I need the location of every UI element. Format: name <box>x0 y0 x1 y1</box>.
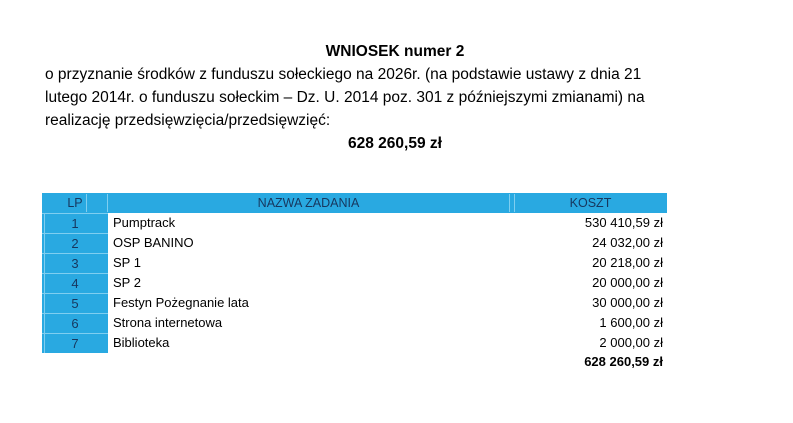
row-cost: 20 000,00 zł <box>512 273 667 293</box>
row-name: Pumptrack <box>108 213 512 233</box>
row-cost: 2 000,00 zł <box>512 333 667 353</box>
row-name: Strona internetowa <box>108 313 512 333</box>
row-cost: 1 600,00 zł <box>512 313 667 333</box>
row-lp: 1 <box>42 213 108 233</box>
table-row <box>42 273 667 293</box>
document-title: WNIOSEK numer 2 <box>325 43 465 60</box>
document-header-text <box>45 40 745 155</box>
row-cost: 30 000,00 zł <box>512 293 667 313</box>
table-total-amount: 628 260,59 zł <box>584 354 663 369</box>
table-header-row <box>42 193 667 213</box>
document-paragraph-line: o przyznanie środków z funduszu sołeckiego na 2026r. (na podstawie ustawy z dnia 21 <box>45 66 642 83</box>
row-lp: 5 <box>42 293 108 313</box>
column-header-cost: KOSZT <box>569 196 612 210</box>
document-total-amount: 628 260,59 zł <box>348 135 442 152</box>
row-name: OSP BANINO <box>108 233 512 253</box>
row-lp: 4 <box>42 273 108 293</box>
row-cost: 530 410,59 zł <box>512 213 667 233</box>
table-row <box>42 313 667 333</box>
row-lp: 7 <box>42 333 108 353</box>
table-row <box>42 333 667 353</box>
row-cost: 24 032,00 zł <box>512 233 667 253</box>
header-separator <box>107 194 108 212</box>
table-row <box>42 253 667 273</box>
header-separator <box>509 194 510 212</box>
column-header-name: NAZWA ZADANIA <box>257 196 360 210</box>
row-lp: 2 <box>42 233 108 253</box>
row-lp: 3 <box>42 253 108 273</box>
column-header-lp: LP <box>67 196 83 210</box>
header-separator <box>86 194 87 212</box>
row-cost: 20 218,00 zł <box>512 253 667 273</box>
document-paragraph-line: lutego 2014r. o funduszu sołeckim – Dz. U. 2014 poz. 301 z późniejszymi zmianami) na <box>45 89 645 106</box>
tasks-cost-table <box>42 193 667 371</box>
row-name: Biblioteka <box>108 333 512 353</box>
table-row <box>42 233 667 253</box>
row-name: SP 1 <box>108 253 512 273</box>
header-separator <box>514 194 515 212</box>
row-lp: 6 <box>42 313 108 333</box>
document-paragraph-line: realizację przedsięwzięcia/przedsięwzięć: <box>45 112 331 129</box>
row-name: SP 2 <box>108 273 512 293</box>
table-row <box>42 293 667 313</box>
row-name: Festyn Pożegnanie lata <box>108 293 512 313</box>
table-row <box>42 213 667 233</box>
